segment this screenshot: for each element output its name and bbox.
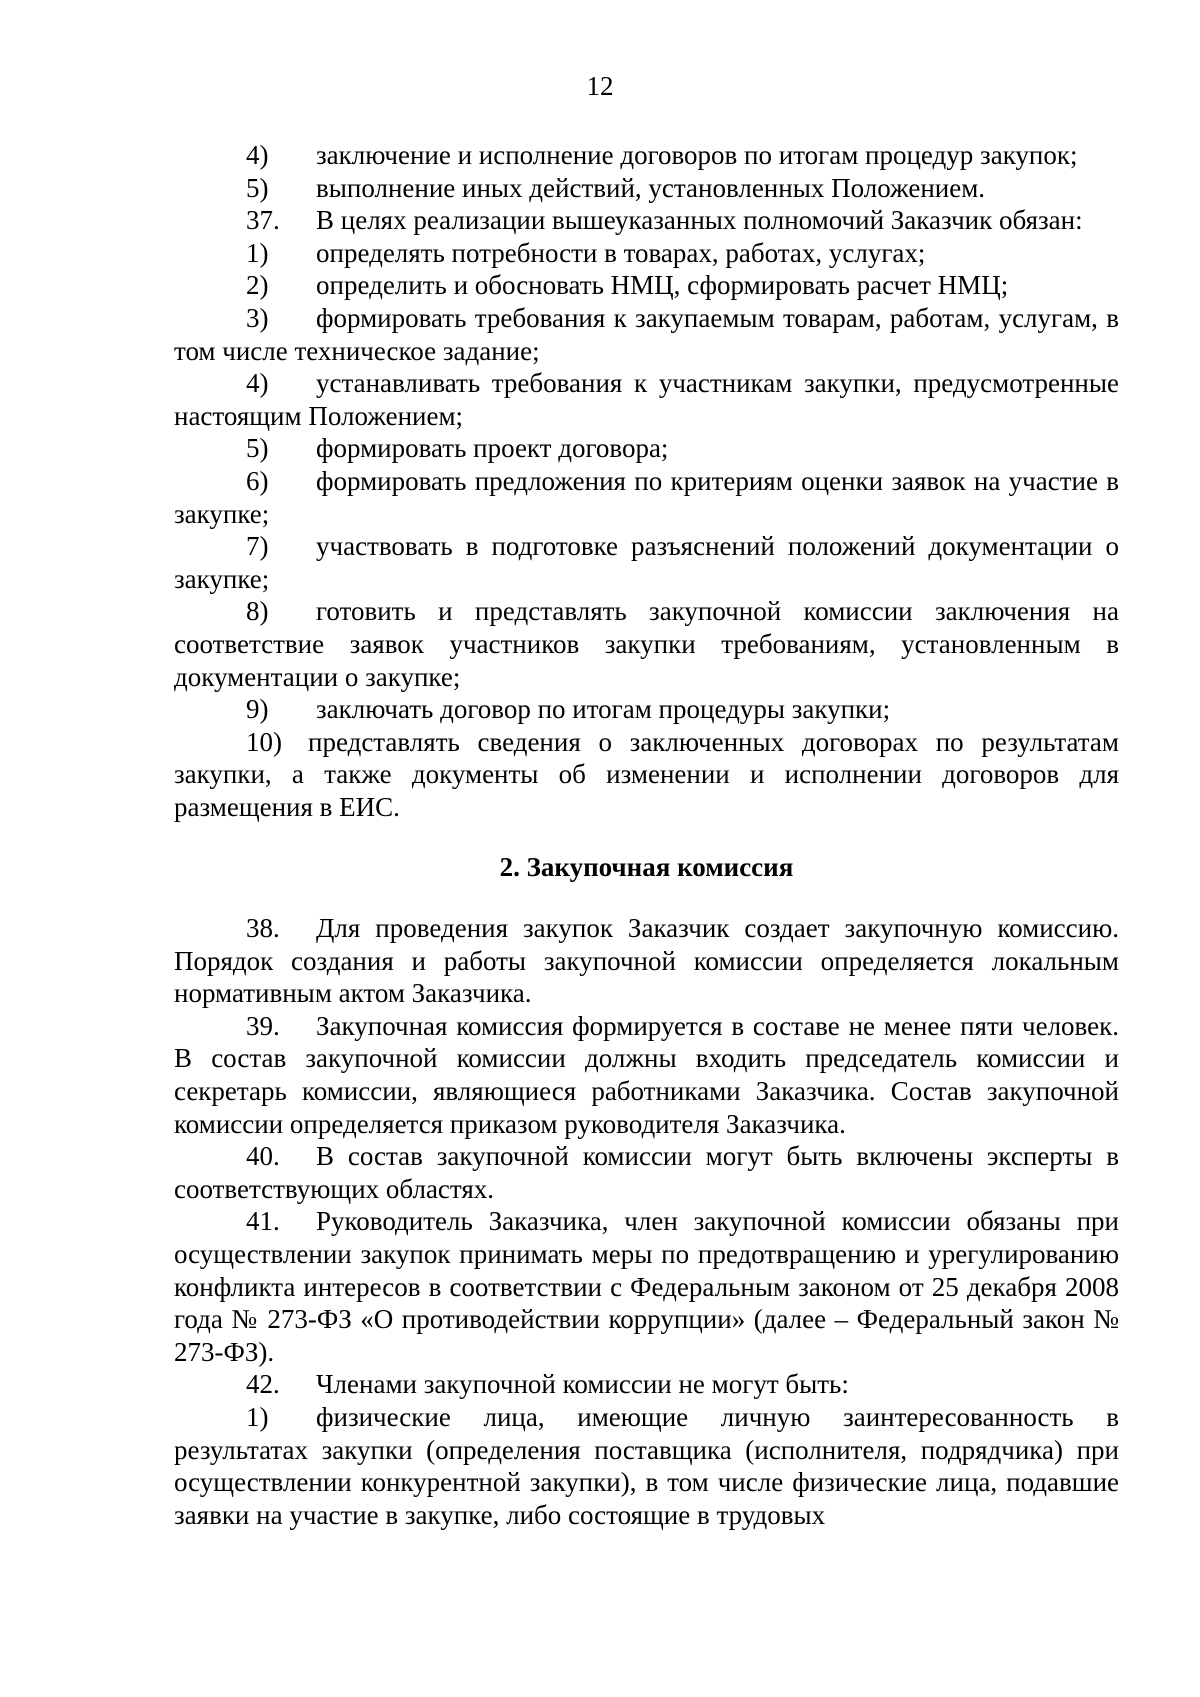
item-number: 7) xyxy=(246,531,269,562)
item-text: Членами закупочной комиссии не могут быть: xyxy=(316,1369,849,1400)
item-text: заключать договор по итогам процедуры закупки; xyxy=(316,694,891,725)
item-text: формировать проект договора; xyxy=(316,433,669,464)
list-item xyxy=(174,237,1119,270)
list-item xyxy=(174,1401,1119,1531)
list-item xyxy=(174,204,1119,237)
item-text: устанавливать требования к участникам закупки, предусмотренные настоящим Положением; xyxy=(174,368,1119,431)
list-item xyxy=(174,367,1119,432)
list-item xyxy=(174,530,1119,595)
item-number: 2) xyxy=(246,270,269,301)
item-number: 5) xyxy=(246,172,269,203)
document-body xyxy=(174,139,1119,1531)
section-heading: 2. Закупочная комиссия xyxy=(499,852,794,883)
item-number: 37. xyxy=(246,205,280,236)
item-number: 9) xyxy=(246,694,269,725)
list-item xyxy=(174,1368,1119,1401)
item-number: 8) xyxy=(246,596,269,627)
list-item xyxy=(174,302,1119,367)
item-text: Для проведения закупок Заказчик создает закупочную комиссию. Порядок создания и работы закупочной комиссии определяется локальным нормативным актом Заказчика. xyxy=(174,913,1119,1009)
item-number: 1) xyxy=(246,1401,269,1432)
item-number: 42. xyxy=(246,1369,280,1400)
list-item xyxy=(174,269,1119,302)
item-text: Закупочная комиссия формируется в составе не менее пяти человек. В состав закупочной комиссии должны входить председатель комиссии и секретарь комиссии, являющиеся работниками Заказчика. Состав закупочной комиссии определяется приказом руководителя Заказчика. xyxy=(174,1010,1119,1139)
list-item xyxy=(174,172,1119,205)
list-item xyxy=(174,139,1119,172)
item-number: 6) xyxy=(246,465,269,496)
item-text: Руководитель Заказчика, член закупочной комиссии обязаны при осуществлении закупок принимать меры по предотвращению и урегулированию конфликта интересов в соответствии с Федеральным законом от 25 декабря 2008 года № 273-ФЗ «О противодействии коррупции» (далее – Федеральный закон № 273-ФЗ). xyxy=(174,1206,1119,1367)
item-text: В состав закупочной комиссии могут быть включены эксперты в соответствующих областях. xyxy=(174,1141,1119,1204)
item-text: готовить и представлять закупочной комиссии заключения на соответствие заявок участников закупки требованиям, установленным в документации о закупке; xyxy=(174,596,1119,692)
item-text: формировать предложения по критериям оценки заявок на участие в закупке; xyxy=(174,465,1119,529)
item-text: формировать требования к закупаемым товарам, работам, услугам, в том числе техническое задание; xyxy=(174,302,1119,366)
item-number: 41. xyxy=(246,1206,280,1237)
item-number: 5) xyxy=(246,433,269,464)
item-text: выполнение иных действий, установленных Положением. xyxy=(316,172,986,203)
page-number: 12 xyxy=(586,71,614,101)
item-number: 4) xyxy=(246,140,269,170)
item-number: 10) xyxy=(246,726,282,757)
list-item xyxy=(174,1140,1119,1205)
list-item xyxy=(174,1205,1119,1368)
item-number: 38. xyxy=(246,913,280,944)
item-text: представлять сведения о заключенных договорах по результатам закупки, а также документы об изменении и исполнении договоров для размещения в ЕИС. xyxy=(174,726,1119,822)
item-number: 3) xyxy=(246,302,269,333)
item-text: определить и обосновать НМЦ, сформировать расчет НМЦ; xyxy=(316,270,1009,301)
list-item xyxy=(174,432,1119,465)
item-text: физические лица, имеющие личную заинтересованность в результатах закупки (определения поставщика (исполнителя, подрядчика) при осуществлении конкурентной закупки), в том числе физические лица, подавшие заявки на участие в закупке, либо состоящие в трудовых xyxy=(174,1401,1119,1530)
item-number: 1) xyxy=(246,237,269,268)
item-text: В целях реализации вышеуказанных полномочий Заказчик обязан: xyxy=(316,205,1083,236)
item-text: определять потребности в товарах, работах, услугах; xyxy=(316,237,926,268)
item-number: 4) xyxy=(246,368,269,399)
list-item xyxy=(174,726,1119,824)
list-item xyxy=(174,465,1119,530)
list-item xyxy=(174,693,1119,726)
list-item xyxy=(174,912,1119,1010)
item-number: 40. xyxy=(246,1141,280,1172)
item-text: участвовать в подготовке разъяснений положений документации о закупке; xyxy=(174,531,1119,594)
list-item xyxy=(174,1010,1119,1140)
list-item xyxy=(174,595,1119,693)
item-text: заключение и исполнение договоров по итогам процедур закупок; xyxy=(316,140,1078,170)
item-number: 39. xyxy=(246,1010,280,1041)
